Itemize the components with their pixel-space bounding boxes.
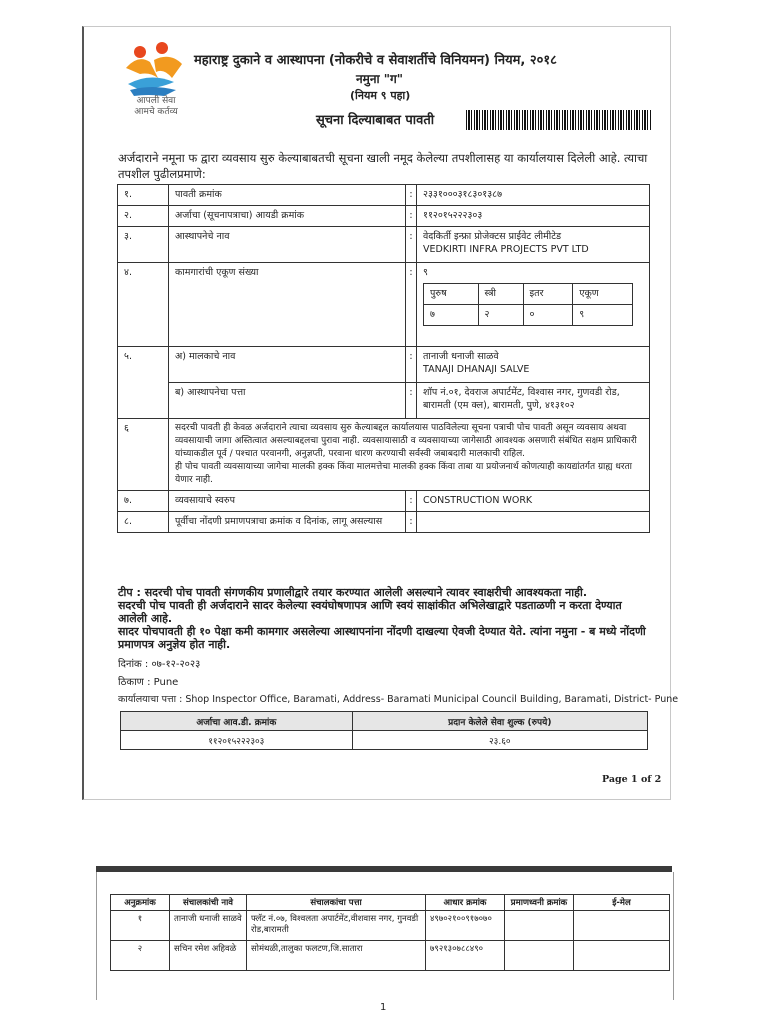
table-cell: २ [111, 941, 170, 971]
logo-caption-line2: आमचे कर्तव्य [134, 107, 178, 117]
form-name: नमुना "ग" [356, 72, 404, 86]
table-cell: ९ [573, 305, 633, 326]
column-header: ई-मेल [574, 895, 670, 911]
column-header: इतर [523, 284, 573, 305]
column-header: प्रमाणध्वनी क्रमांक [505, 895, 574, 911]
table-row [111, 911, 670, 941]
application-id: ११२०१५२२२३०३ [417, 206, 650, 227]
table-row [118, 263, 650, 347]
row-number: ७. [118, 491, 169, 512]
table-row [118, 491, 650, 512]
details-table [117, 184, 650, 533]
logo-caption-line1: आपली सेवा [136, 96, 176, 106]
receipt-title: सूचना दिल्याबाबत पावती [316, 113, 435, 128]
row-label: पूर्वीचा नोंदणी प्रमाणपत्राचा क्रमांक व दिनांक, लागू असल्यास [169, 512, 406, 533]
row-label: व्यवसायाचे स्वरुप [169, 491, 406, 512]
issue-date: दिनांक : ०७-१२-२०२३ [118, 659, 201, 670]
disclaimer-text [169, 419, 650, 491]
barcode [466, 110, 652, 130]
owner-name-english: TANAJI DHANAJI SALVE [423, 364, 530, 375]
column-header: स्त्री [478, 284, 523, 305]
directors-table [110, 894, 670, 971]
row-number: १. [118, 185, 169, 206]
disclaimer-line1: सदरची पावती ही केवळ अर्जदाराने त्याचा व्यवसाय सुरु केल्याबद्दल कार्यालयास पाठविलेल्या सूचना पत्राची पोच पावती असून व्यवसाय अथवा व्यवसायाची जागा अस्तित्वात असल्याबद्दलचा पुरावा नाही. व्यवसायासाठी व व्यवसायाच्या जागेसाठी आवश्यक असणारी संबंधित सक्षम प्राधिकारी यांच्याकडील पूर्व / पश्चात परवानगी, अनुज्ञप्ती, परवाना धारण करण्याची सर्वस्वी जबाबदारी मालकाची राहिल. [175, 423, 637, 459]
receipt-number: २३३१०००३१८३०१३८७ [417, 185, 650, 206]
table-cell: ४९७०२१००९१७०७० [426, 911, 505, 941]
row-label: अ) मालकाचे नाव [169, 347, 406, 383]
table-cell [574, 941, 670, 971]
table-cell: १ [111, 911, 170, 941]
column-header: एकूण [573, 284, 633, 305]
business-type: CONSTRUCTION WORK [417, 491, 650, 512]
table-row [118, 419, 650, 491]
table-cell: सोमंथळी,तालुका फलटण,जि.सातारा [247, 941, 426, 971]
table-row [118, 512, 650, 533]
establishment-name-english: VEDKIRTI INFRA PROJECTS PVT LTD [423, 244, 589, 255]
colon: : [406, 227, 417, 263]
worker-breakdown-table [423, 283, 633, 326]
row-label: कामगारांची एकूण संख्या [169, 263, 406, 347]
owner-name [417, 347, 650, 383]
table-cell [574, 911, 670, 941]
fee-application-id: ११२०१५२२२३०३ [121, 731, 353, 750]
table-cell [505, 941, 574, 971]
colon: : [406, 347, 417, 383]
table-row [111, 941, 670, 971]
table-cell: ७९२१३०७८८४९० [426, 941, 505, 971]
column-header: आधार क्रमांक [426, 895, 505, 911]
owner-name-marathi: तानाजी धनाजी साळवे [423, 351, 499, 362]
column-header: अनुक्रमांक [111, 895, 170, 911]
intro-text: अर्जदाराने नमूना फ द्वारा व्यवसाय सुरु केल्याबाबतची सूचना खाली नमूद केलेल्या तपशीलासह या कार्यालयास दिलेली आहे. त्याचा तपशील पुढीलप्रमाणे: [118, 151, 648, 181]
table-row [118, 206, 650, 227]
row-number: ८. [118, 512, 169, 533]
note-block [118, 586, 650, 651]
table-row [118, 227, 650, 263]
row-label: ब) आस्थापनेचा पत्ता [169, 383, 406, 419]
fee-amount: २३.६० [352, 731, 647, 750]
row-number: ४. [118, 263, 169, 347]
table-cell: ० [523, 305, 573, 326]
row-label: अर्जाचा (सूचनापत्राचा) आयडी क्रमांक [169, 206, 406, 227]
fee-table [120, 711, 648, 750]
note-line1: टीप : सदरची पोच पावती संगणकीय प्रणालीद्वारे तयार करण्यात आलेली असल्याने त्यावर स्वाक्षरीची आवश्यकता नाही. [118, 586, 588, 599]
table-cell: फ्लॅट नं.०७, विश्वलता अपार्टमेंट,वीशवास नगर, गुनवडी रोड,बारामती [247, 911, 426, 941]
issue-place: ठिकाण : Pune [118, 677, 179, 688]
column-header: अर्जाचा आव.डी. क्रमांक [121, 712, 353, 731]
colon: : [406, 512, 417, 533]
establishment-name [417, 227, 650, 263]
footer-number: 1 [380, 1002, 387, 1013]
row-number: ६ [118, 419, 169, 491]
worker-total: ९ [423, 267, 428, 278]
previous-registration [417, 512, 650, 533]
row-label: आस्थापनेचे नाव [169, 227, 406, 263]
table-row [118, 185, 650, 206]
colon: : [406, 206, 417, 227]
rule-reference: (नियम ९ पहा) [350, 89, 411, 102]
row-number: २. [118, 206, 169, 227]
table-row [118, 347, 650, 383]
disclaimer-line2: ही पोच पावती व्यवसायाच्या जागेचा मालकी हक्क किंवा मालमत्तेचा मालकी हक्क किंवा ताबा या प्रयोजनार्थ कोणत्याही कायद्यांतर्गत ग्राह्य धरता येणार नाही. [175, 462, 632, 485]
worker-count-cell [417, 263, 650, 347]
table-cell: २ [478, 305, 523, 326]
column-header: संचालकांची नावे [170, 895, 247, 911]
establishment-name-marathi: वेदकिर्ती इन्फ्रा प्रोजेक्टस प्राईवेट लीमीटेड [423, 231, 562, 242]
row-number: ५. [118, 347, 169, 419]
table-cell: ७ [424, 305, 479, 326]
colon: : [406, 491, 417, 512]
table-cell [505, 911, 574, 941]
column-header: पुरुष [424, 284, 479, 305]
office-address: कार्यालयाचा पत्ता : Shop Inspector Office, Baramati, Address- Baramati Municipal Council Building, Baramati, District- Pune [118, 694, 679, 705]
table-cell: तानाजी धनाजी साळवे [170, 911, 247, 941]
note-line2: सदरची पोच पावती ही अर्जदाराने सादर केलेल्या स्वयंघोषणापत्र आणि स्वयं साक्षांकीत अभिलेखाद्वारे पडताळणी न करता देण्यात आलेली आहे. [118, 599, 622, 625]
document-title: महाराष्ट्र दुकाने व आस्थापना (नोकरीचे व सेवाशर्तीचे विनियमन) नियम, २०१८ [194, 53, 557, 68]
column-header: प्रदान केलेले सेवा शुल्क (रुपये) [352, 712, 647, 731]
note-line3: सादर पोचपावती ही १० पेक्षा कमी कामगार असलेल्या आस्थापनांना नोंदणी दाखल्या ऐवजी देण्यात येते. त्यांना नमुना - ब मध्ये नोंदणी प्रमाणपत्र अनुज्ञेय होत नाही. [118, 625, 646, 651]
colon: : [406, 185, 417, 206]
column-header: संचालकांचा पत्ता [247, 895, 426, 911]
logo-caption [118, 96, 194, 118]
establishment-address: शॉप नं.०१, देवराज अपार्टमेंट, विश्वास नगर, गुणवडी रोड, बारामती (एम क्ल), बारामती, पुणे, ४१३१०२ [417, 383, 650, 419]
table-row [118, 383, 650, 419]
colon: : [406, 383, 417, 419]
colon: : [406, 263, 417, 347]
row-number: ३. [118, 227, 169, 263]
page-number: Page 1 of 2 [602, 774, 662, 785]
table-cell: सचिन रमेश अहिवळे [170, 941, 247, 971]
row-label: पावती क्रमांक [169, 185, 406, 206]
